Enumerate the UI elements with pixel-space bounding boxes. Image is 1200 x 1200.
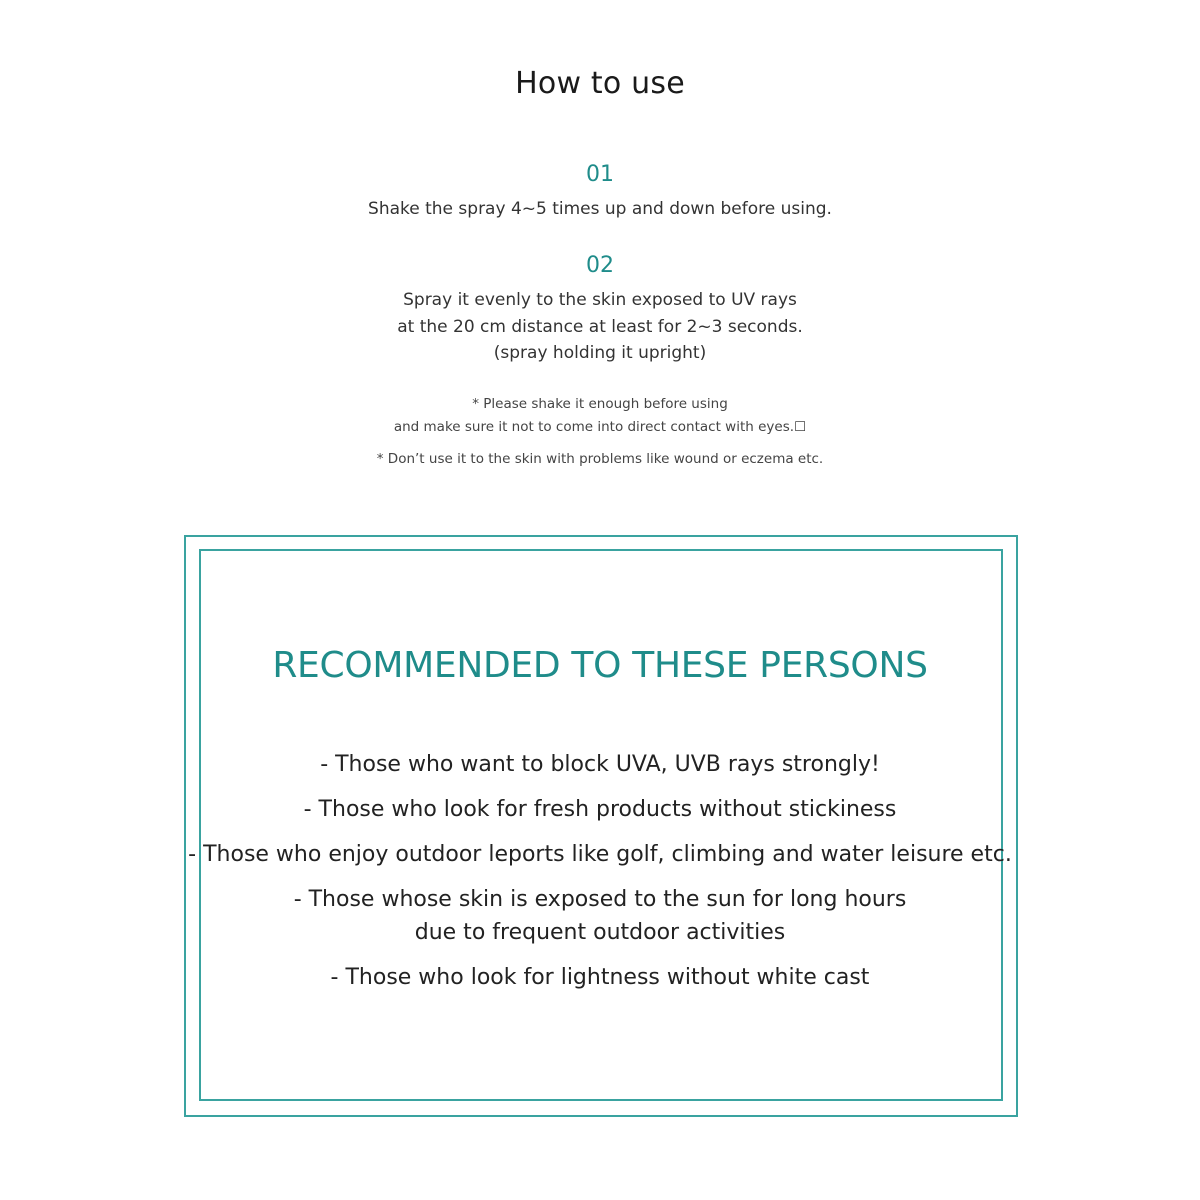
list-item-line: - Those who look for lightness without white cast	[330, 965, 870, 990]
step-2-text	[0, 287, 1200, 367]
list-item-line: - Those whose skin is exposed to the sun for long hours	[293, 887, 907, 912]
caution-note-2-line-1: * Don’t use it to the skin with problems like wound or eczema etc.	[376, 451, 824, 467]
list-item-line: - Those who want to block UVA, UVB rays strongly!	[320, 752, 880, 777]
list-item	[0, 883, 1200, 949]
caution-note-1-line-1: * Please shake it enough before using	[472, 396, 728, 412]
step-1-text	[0, 196, 1200, 223]
caution-note-1-line-2: and make sure it not to come into direct contact with eyes.☐	[393, 419, 807, 435]
list-item	[0, 748, 1200, 781]
list-item	[0, 961, 1200, 994]
caution-note-2	[0, 448, 1200, 471]
list-item-line: - Those who look for fresh products without stickiness	[303, 797, 897, 822]
list-item	[0, 838, 1200, 871]
list-item	[0, 793, 1200, 826]
step-1-number: 01	[586, 162, 614, 187]
list-item-line: due to frequent outdoor activities	[414, 920, 786, 945]
step-1-line-1: Shake the spray 4~5 times up and down before using.	[368, 199, 832, 219]
step-2-number: 02	[586, 253, 614, 278]
list-item-line: - Those who enjoy outdoor leports like golf, climbing and water leisure etc.	[188, 842, 1012, 867]
step-2-line-2: at the 20 cm distance at least for 2~3 seconds.	[397, 316, 803, 337]
caution-note-1	[0, 393, 1200, 439]
recommended-list	[0, 748, 1200, 1006]
step-2-line-1: Spray it evenly to the skin exposed to UV rays	[403, 290, 797, 310]
recommended-title: RECOMMENDED TO THESE PERSONS	[272, 645, 928, 686]
how-to-use-title: How to use	[515, 66, 685, 101]
step-2-line-3: (spray holding it upright)	[493, 343, 707, 363]
